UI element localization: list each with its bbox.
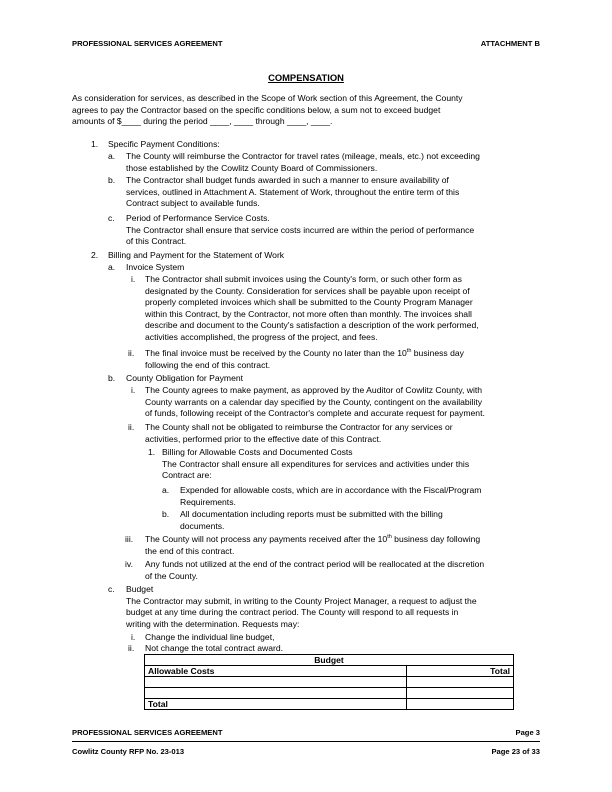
text-line: Any funds not utilized at the end of the contract period will be reallocated at the discretion bbox=[145, 559, 485, 569]
item-number: 1. bbox=[148, 447, 156, 457]
roman-numeral: i. bbox=[131, 385, 136, 395]
section-label: Specific Payment Conditions: bbox=[108, 139, 220, 149]
footer-page: Page 3 bbox=[515, 728, 540, 737]
text-line: Expended for allowable costs, which are in accordance with the Fiscal/Program bbox=[180, 485, 482, 495]
text-line: Budget bbox=[126, 584, 154, 594]
text-line: the end of this contract. bbox=[145, 545, 235, 556]
roman-numeral: ii. bbox=[128, 348, 135, 358]
footer-left: PROFESSIONAL SERVICES AGREEMENT bbox=[72, 728, 223, 737]
text-line: activities accomplished, the progress of the project, and fees. bbox=[145, 331, 378, 342]
text-line: writing with the determination. Requests may: bbox=[126, 618, 300, 629]
roman-numeral: ii. bbox=[128, 643, 135, 653]
text-line: The Contractor shall ensure all expenditures for services and activities under this bbox=[162, 458, 470, 469]
text-line: County warrants on a calendar day specified by the County, contingent on the availability bbox=[145, 396, 483, 407]
page-title: COMPENSATION bbox=[268, 72, 344, 83]
text-line: Contract subject to available funds. bbox=[126, 198, 260, 209]
text-line: The Contractor shall budget funds awarded in such a manner to ensure availability of bbox=[126, 175, 449, 185]
intro-paragraph bbox=[72, 93, 540, 128]
text-line: designated by the County. Consideration for services shall be payable upon receipt of bbox=[145, 285, 470, 296]
text-line: properly completed invoices which shall be submitted to the County Program Manager bbox=[145, 297, 473, 308]
text-line: of this Contract. bbox=[126, 236, 187, 247]
roman-numeral: ii. bbox=[128, 422, 135, 432]
footer-page-count: Page 23 of 33 bbox=[491, 747, 540, 756]
text-line: of funds, following receipt of the Contractor's complete and accurate request for payment. bbox=[145, 408, 485, 419]
text-line: Requirements. bbox=[180, 496, 236, 507]
text-line: of the County. bbox=[145, 570, 198, 581]
footer-rfp-number: Cowlitz County RFP No. 23-013 bbox=[72, 747, 185, 756]
text-line: budget at any time during the contract period. The County will respond to all requests in bbox=[126, 607, 459, 618]
section-number: 1. bbox=[91, 139, 99, 149]
table-row bbox=[145, 677, 514, 688]
roman-numeral: iv. bbox=[125, 559, 133, 569]
text-line: The Contractor shall ensure that service costs incurred are within the period of performance bbox=[126, 224, 475, 235]
section-label: Billing and Payment for the Statement of Work bbox=[108, 250, 285, 260]
text-line: Period of Performance Service Costs. bbox=[126, 213, 270, 223]
item-letter: a. bbox=[108, 262, 116, 272]
item-letter: b. bbox=[108, 373, 116, 383]
item-letter: c. bbox=[108, 213, 115, 223]
text-line: The Contractor may submit, in writing to the County Project Manager, a request to adjust the bbox=[126, 595, 477, 606]
text-line: The County will reimburse the Contractor for travel rates (mileage, meals, etc.) not exceeding bbox=[126, 151, 480, 161]
text-fragment: The final invoice must be received by the County no later than the 10 bbox=[145, 348, 407, 358]
text-fragment: business day bbox=[411, 348, 464, 358]
text-line bbox=[145, 348, 545, 360]
table-cell bbox=[407, 699, 514, 710]
intro-line: As consideration for services, as described in the Scope of Work section of this Agreement, the County bbox=[72, 93, 463, 103]
roman-numeral: i. bbox=[131, 632, 136, 642]
table-row bbox=[145, 655, 514, 666]
text-line: following the end of this contract. bbox=[145, 359, 271, 370]
text-line: those established by the Cowlitz County Board of Commissioners. bbox=[126, 162, 378, 173]
table-cell bbox=[407, 677, 514, 688]
page-header bbox=[72, 38, 540, 50]
table-row bbox=[145, 688, 514, 699]
table-row bbox=[145, 699, 514, 710]
item-label: Invoice System bbox=[126, 262, 185, 272]
roman-numeral: i. bbox=[131, 274, 136, 284]
section-number: 2. bbox=[91, 250, 99, 260]
text-fragment: business day following bbox=[391, 534, 481, 544]
text-line: All documentation including reports must be submitted with the billing bbox=[180, 509, 443, 519]
text-line: activities, performed prior to the effective date of this Contract. bbox=[145, 433, 382, 444]
item-letter: b. bbox=[162, 509, 170, 519]
header-left: PROFESSIONAL SERVICES AGREEMENT bbox=[72, 39, 223, 48]
text-line: Contract are: bbox=[162, 470, 212, 481]
item-letter: a. bbox=[108, 151, 116, 161]
table-cell bbox=[145, 688, 407, 699]
item-letter: b. bbox=[108, 175, 116, 185]
superscript: th bbox=[406, 348, 412, 354]
intro-line: amounts of $____ during the period ____, ____ through ____, ____. bbox=[72, 116, 333, 127]
roman-numeral: iii. bbox=[125, 534, 134, 544]
table-cell bbox=[407, 688, 514, 699]
text-line: Not change the total contract award. bbox=[145, 643, 284, 653]
item-letter: c. bbox=[108, 584, 115, 594]
text-line bbox=[145, 534, 545, 546]
text-line: The Contractor shall submit invoices using the County's form, or such other form as bbox=[145, 274, 462, 284]
superscript: th bbox=[387, 534, 392, 540]
footer-divider bbox=[72, 741, 540, 742]
text-line: The County agrees to make payment, as approved by the Auditor of Cowlitz County, with bbox=[145, 385, 483, 395]
text-line: services, outlined in Attachment A. Statement of Work, throughout the entire term of this bbox=[126, 186, 460, 197]
text-line: Billing for Allowable Costs and Documented Costs bbox=[162, 447, 353, 457]
item-label: County Obligation for Payment bbox=[126, 373, 244, 383]
text-line: The County shall not be obligated to reimburse the Contractor for any services or bbox=[145, 422, 453, 432]
text-line: within this Contract, by the Contractor, not more often than monthly. The invoices shall bbox=[145, 308, 472, 319]
total-label: Total bbox=[145, 699, 407, 710]
intro-line: agrees to pay the Contractor based on the specific conditions below, a sum not to exceed budget bbox=[72, 104, 441, 115]
table-row bbox=[145, 666, 514, 677]
text-line: describe and document to the County's satisfaction a description of the work performed, bbox=[145, 320, 479, 331]
table-title: Budget bbox=[145, 655, 514, 666]
header-right: ATTACHMENT B bbox=[480, 39, 540, 48]
table-cell bbox=[145, 677, 407, 688]
budget-table bbox=[144, 654, 514, 710]
item-letter: a. bbox=[162, 485, 170, 495]
text-line: documents. bbox=[180, 520, 225, 531]
column-header: Allowable Costs bbox=[145, 666, 407, 677]
text-line: Change the individual line budget, bbox=[145, 632, 275, 642]
text-fragment: The County will not process any payments received after the 10 bbox=[145, 534, 388, 544]
column-header: Total bbox=[407, 666, 514, 677]
